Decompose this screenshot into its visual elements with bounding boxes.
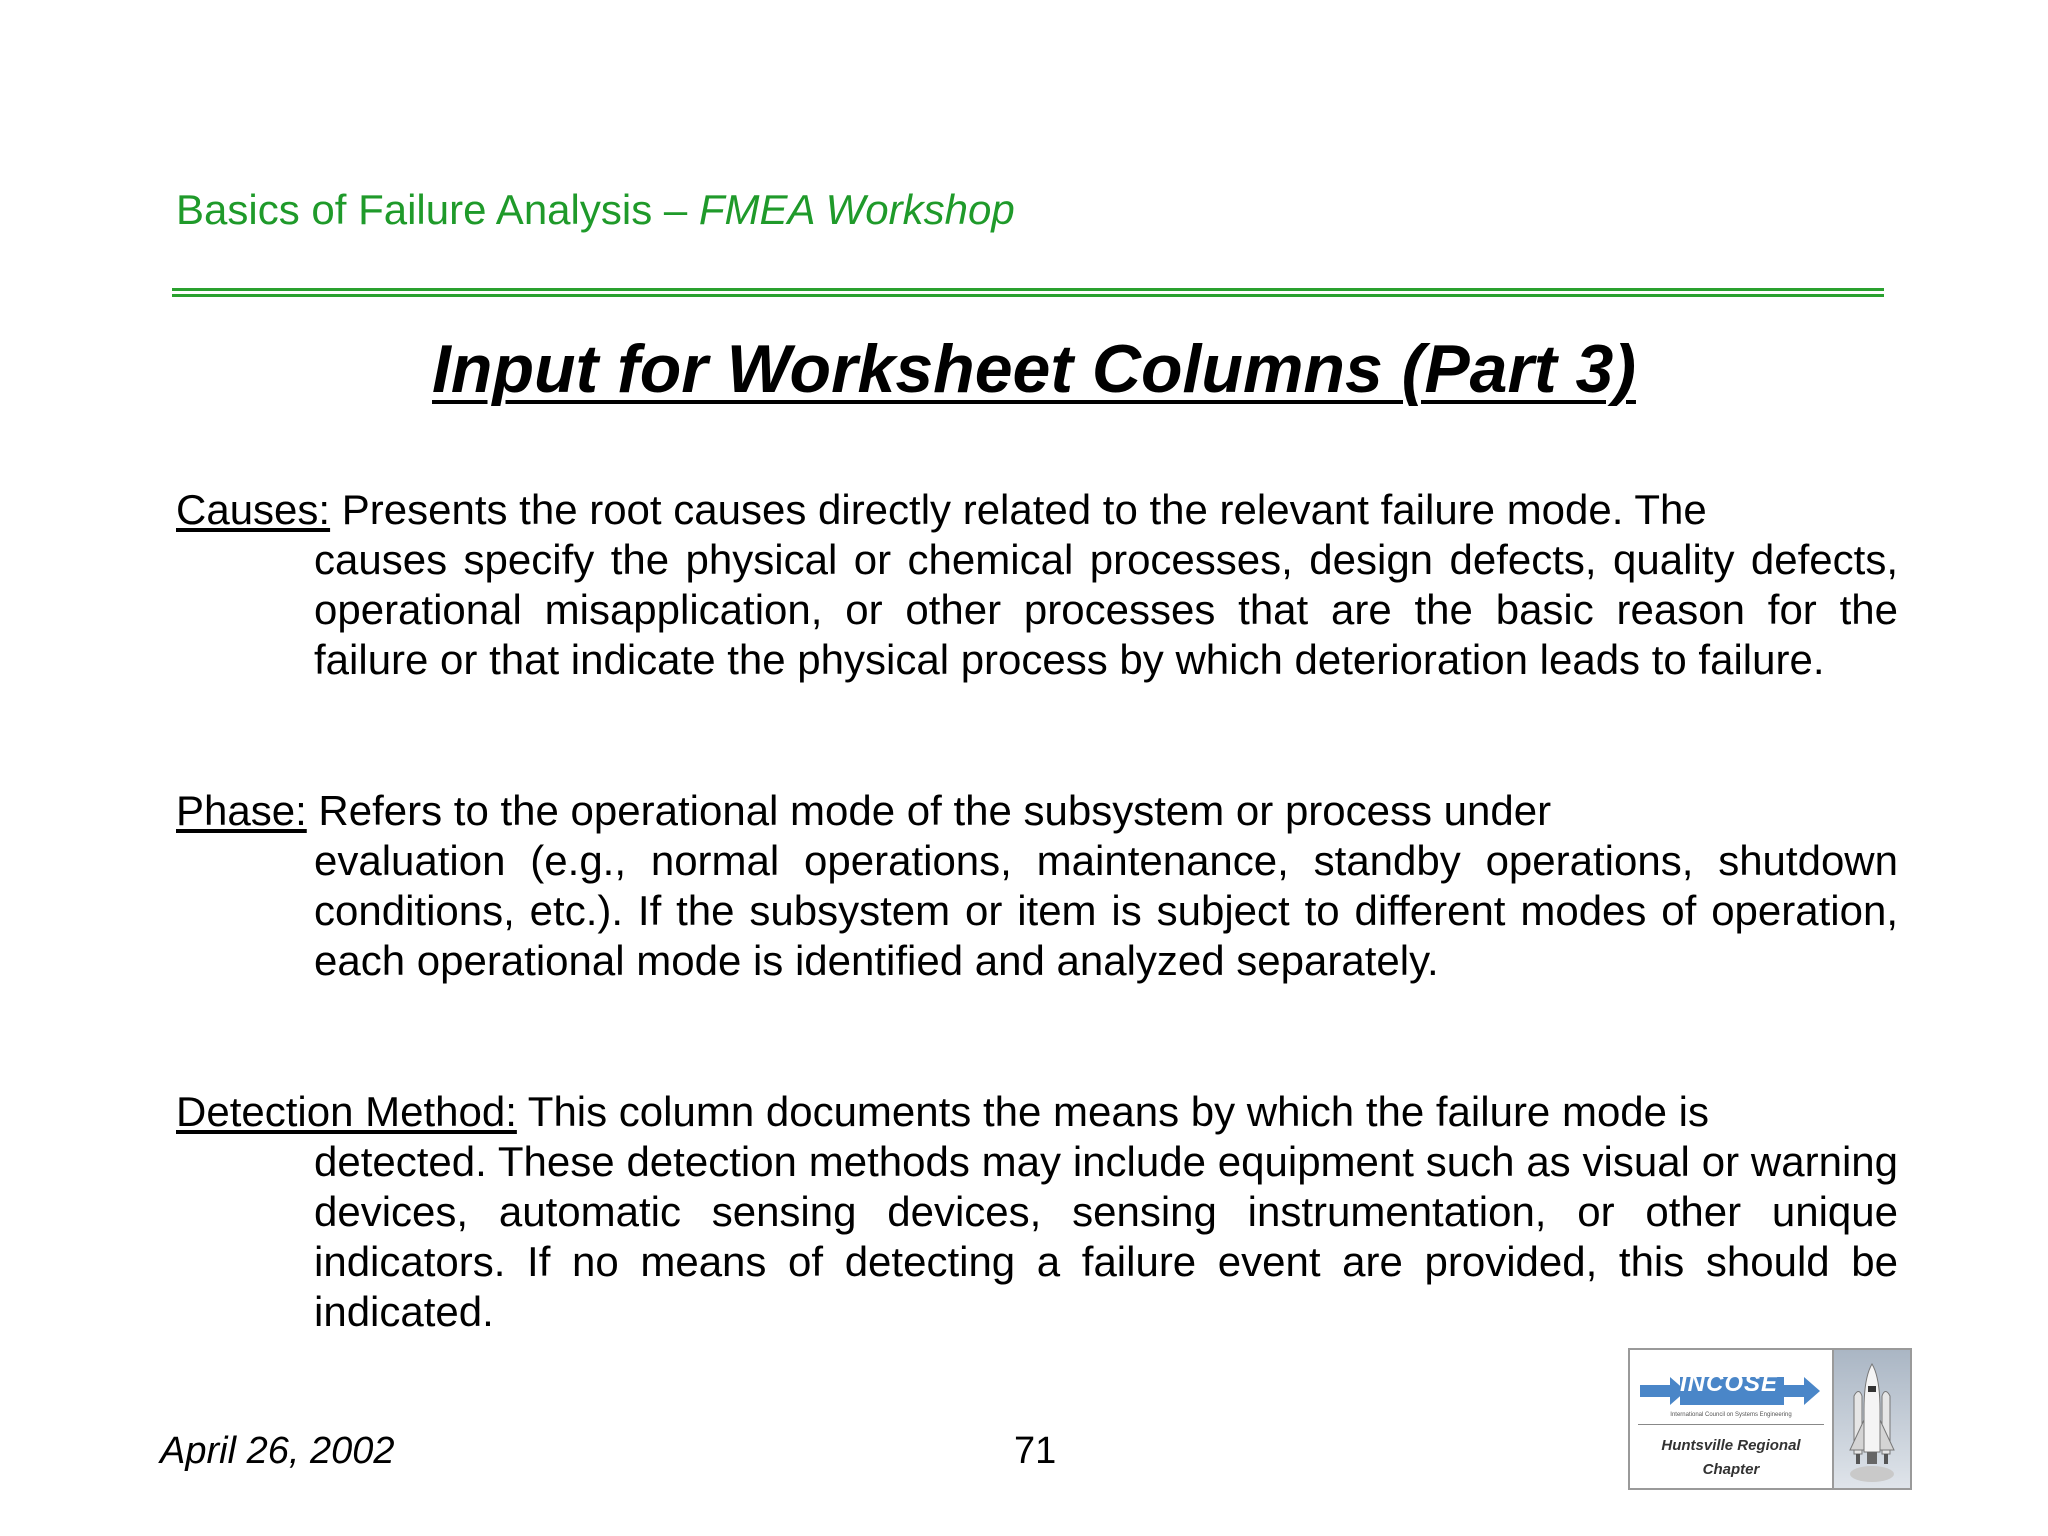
section-term: Causes: [176, 486, 331, 533]
section-first-line [176, 1087, 1898, 1137]
section-term: Phase: [176, 787, 307, 834]
page-number: 71 [1014, 1430, 1057, 1472]
logo-image-panel [1834, 1350, 1910, 1488]
logo-text-panel [1630, 1350, 1834, 1488]
incose-logo [1628, 1348, 1912, 1490]
logo-tagline: International Council on Systems Engineering [1670, 1412, 1792, 1418]
header-text: Basics of Failure Analysis – [176, 186, 699, 233]
section-body: evaluation (e.g., normal operations, maintenance, standby operations, shutdown conditions, etc.). If the subsystem or item is subject to different modes of operation, each operational mode is identified and analyzed separately. [314, 837, 1898, 984]
section-lead-text: This column documents the means by which the failure mode is [516, 1088, 1710, 1135]
section-body: causes specify the physical or chemical processes, design defects, quality defects, operational misapplication, or other processes that are the basic reason for the failure or that indicate the physical process by which deterioration leads to failure. [314, 536, 1898, 683]
header-emphasis: FMEA Workshop [698, 186, 1015, 233]
slide-title: Input for Worksheet Columns (Part 3) [432, 331, 1636, 407]
logo-name: INCOSE [1679, 1370, 1778, 1397]
logo-chapter [1634, 1434, 1828, 1482]
slide-header [176, 186, 1015, 234]
section-lead-text: Refers to the operational mode of the subsystem or process under [306, 787, 1552, 834]
section-phase [176, 786, 1898, 986]
logo-chapter-line1: Huntsville Regional [1661, 1437, 1801, 1454]
header-rule-top [172, 288, 1884, 291]
section-first-line [176, 485, 1898, 535]
section-causes [176, 485, 1898, 685]
section-term: Detection Method: [176, 1088, 517, 1135]
logo-divider [1638, 1424, 1824, 1425]
space-shuttle-icon [1834, 1350, 1910, 1488]
section-detection-method [176, 1087, 1898, 1337]
header-rule-bottom [172, 294, 1884, 297]
section-lead-text: Presents the root causes directly related to the relevant failure mode. The [330, 486, 1707, 533]
section-first-line [176, 786, 1898, 836]
section-body: detected. These detection methods may include equipment such as visual or warning devices, automatic sensing devices, sensing instrumentation, or other unique indicators. If no means of detecting a failure event are provided, this should be indicated. [314, 1138, 1898, 1335]
logo-chapter-line2: Chapter [1702, 1461, 1760, 1478]
footer-date: April 26, 2002 [160, 1430, 395, 1472]
